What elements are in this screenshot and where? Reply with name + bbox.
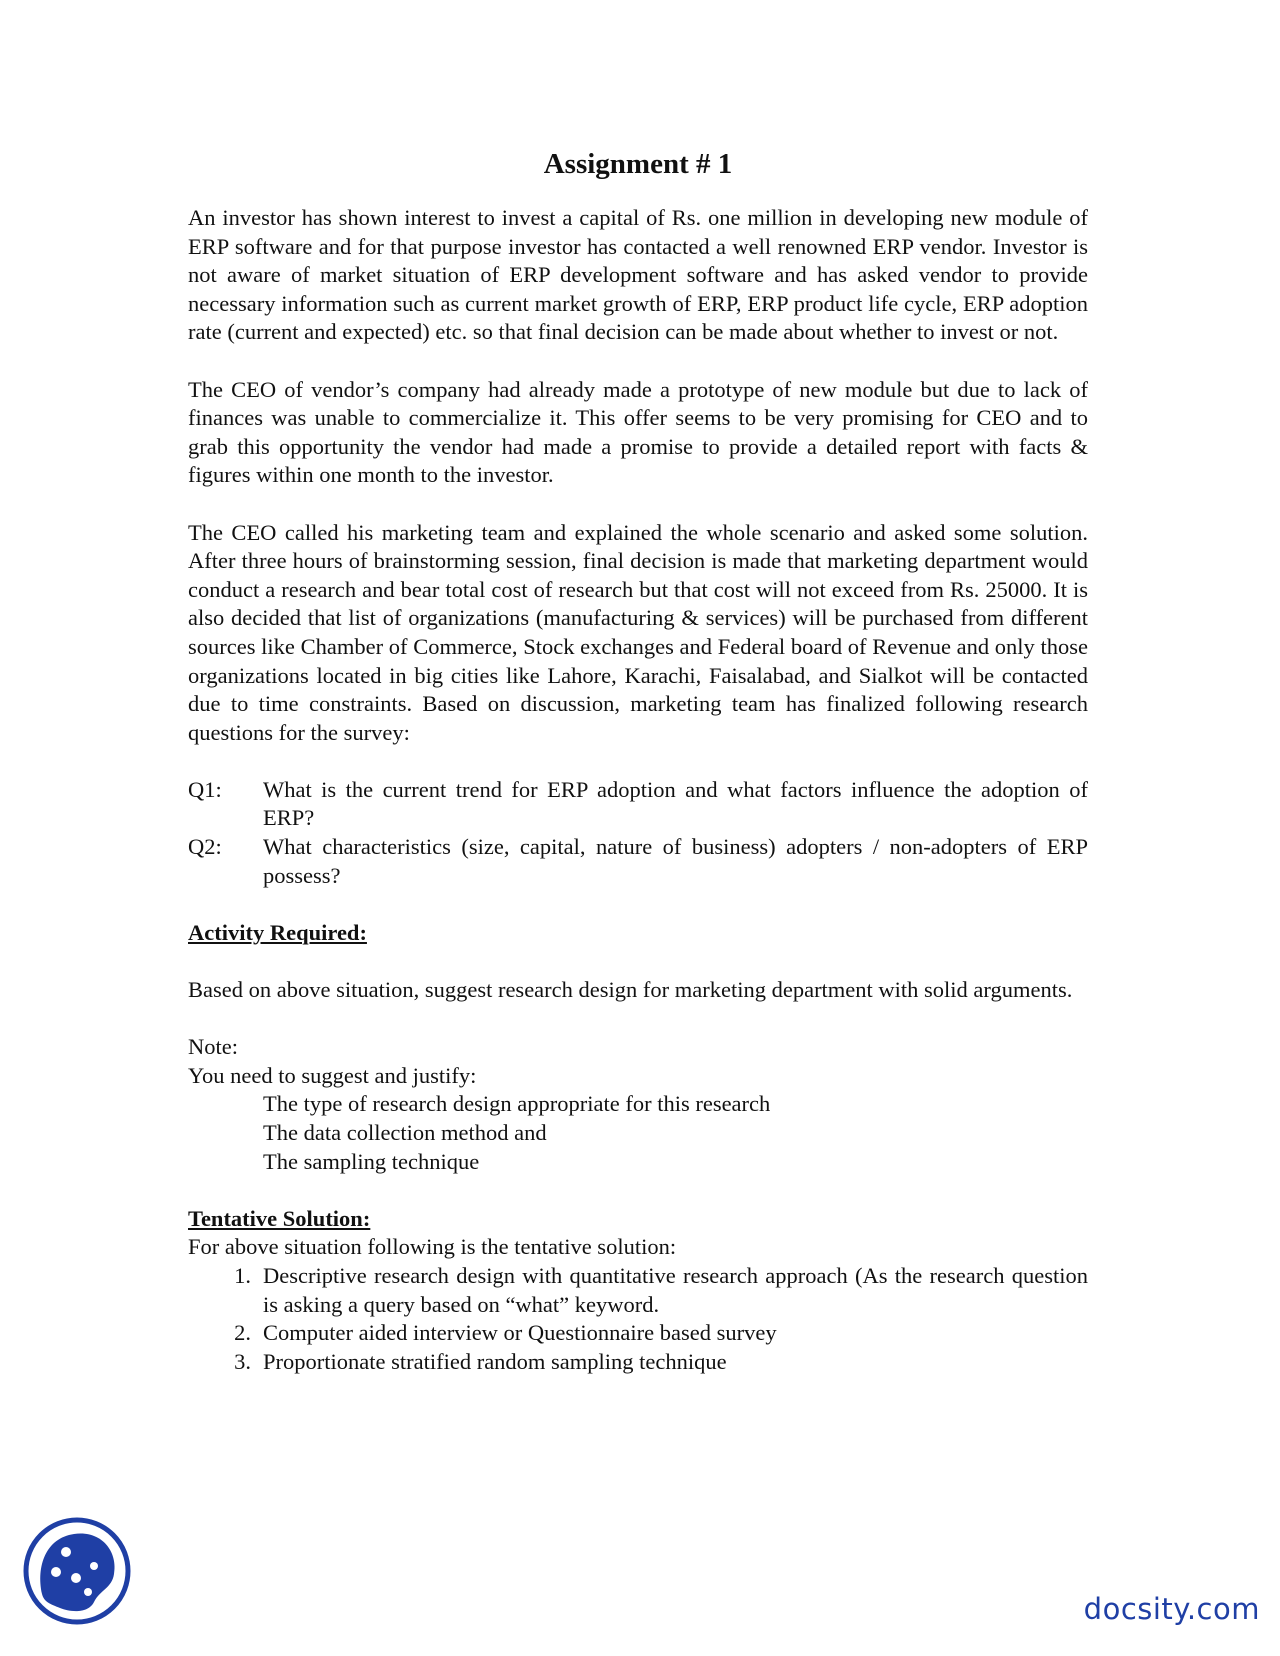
question-text: What characteristics (size, capital, nature of business) adopters / non-adopters of ERP possess? (263, 834, 1088, 888)
solution-list (188, 1262, 1088, 1376)
document-page (188, 146, 1088, 1376)
note-label: Note: (188, 1034, 238, 1060)
paragraph-marketing-team: The CEO called his marketing team and explained the whole scenario and asked some solution. After three hours of brainstorming session, final decision is made that marketing department would conduct a research and bear total cost of research but that cost will not exceed from Rs. 25000. It is also decided that list of organizations (manufacturing & services) will be purchased from different sources like Chamber of Commerce, Stock exchanges and Federal board of Revenue and only those organizations located in big cities like Lahore, Karachi, Faisalabad, and Sialkot will be contacted due to time constraints. Based on discussion, marketing team has finalized following research questions for the survey: (188, 519, 1088, 745)
note-item: The data collection method and (263, 1120, 547, 1145)
paragraph-investor: An investor has shown interest to invest a capital of Rs. one million in developing new module of ERP software and for that purpose investor has contacted a well renowned ERP vendor. Investor is not aware of market situation of ERP development software and has asked vendor to provide necessary information such as current market growth of ERP, ERP product life cycle, ERP adoption rate (current and expected) etc. so that final decision can be made about whether to invest or not. (188, 205, 1088, 345)
note-intro: You need to suggest and justify: (188, 1062, 477, 1088)
solution-intro: For above situation following is the tentative solution: (188, 1234, 677, 1260)
activity-text: Based on above situation, suggest research design for marketing department with solid arguments. (188, 977, 1073, 1003)
list-item (188, 1348, 1088, 1377)
note-item: The sampling technique (263, 1148, 480, 1174)
list-item-text: Computer aided interview or Questionnaire based survey (263, 1320, 777, 1346)
list-item (188, 1262, 1088, 1319)
list-item (188, 1319, 1088, 1348)
question-2 (188, 833, 1088, 890)
question-label: Q2: (188, 834, 222, 860)
solution-heading: Tentative Solution: (188, 1205, 371, 1231)
question-text: What is the current trend for ERP adoption and what factors influence the adoption of ERP? (263, 776, 1088, 831)
docsity-brand-link[interactable]: docsity.com (1083, 1592, 1260, 1626)
list-item-text: Descriptive research design with quantitative research approach (As the research question is asking a query based on “what” keyword. (263, 1262, 1088, 1317)
activity-heading: Activity Required: (188, 919, 367, 945)
page-title: Assignment # 1 (543, 148, 733, 180)
list-item-number: 2. (234, 1320, 251, 1346)
question-label: Q1: (188, 776, 222, 802)
note-item: The type of research design appropriate for this research (263, 1091, 771, 1117)
list-item-number: 1. (234, 1262, 251, 1288)
list-item-text: Proportionate stratified random sampling technique (263, 1348, 727, 1374)
paragraph-ceo-prototype: The CEO of vendor’s company had already made a prototype of new module but due to lack of finances was unable to commercialize it. This offer seems to be very promising for CEO and to grab this opportunity the vendor had made a promise to provide a detailed report with facts & figures within one month to the investor. (188, 376, 1088, 488)
docsity-logo-icon[interactable] (22, 1516, 132, 1626)
question-1 (188, 776, 1088, 833)
list-item-number: 3. (234, 1348, 251, 1374)
